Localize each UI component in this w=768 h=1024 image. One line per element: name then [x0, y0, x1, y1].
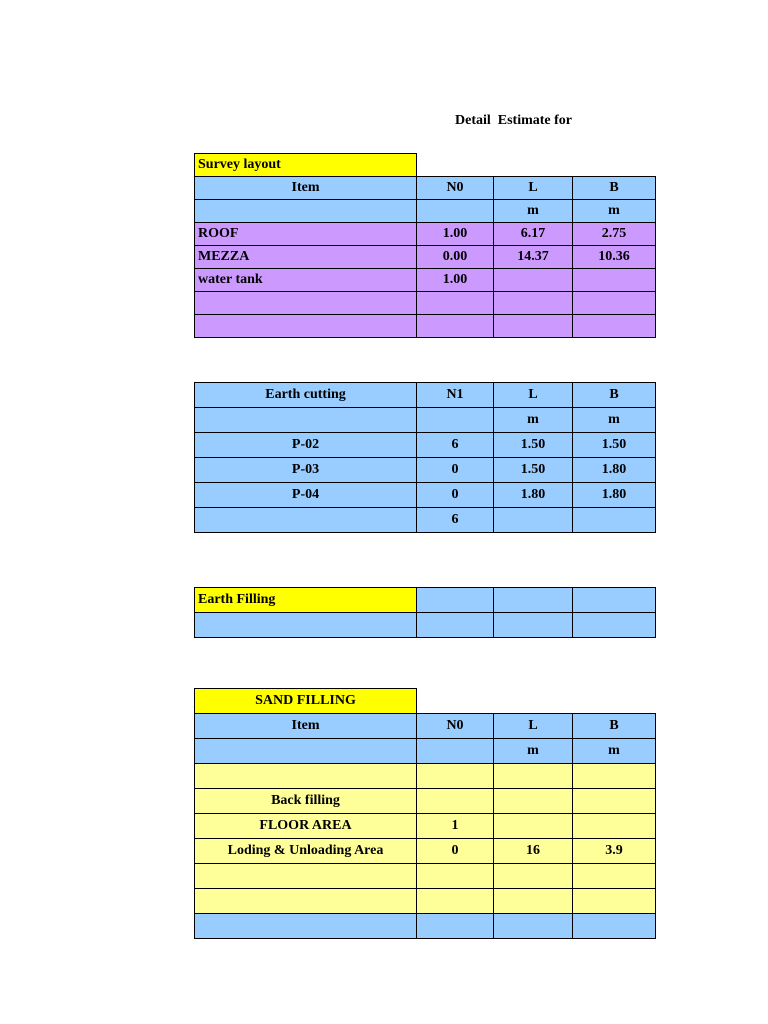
sand-filling-table — [194, 688, 656, 939]
table-row — [195, 889, 656, 914]
page-title: Detail Estimate for — [455, 113, 573, 128]
table-row — [195, 269, 656, 292]
cell[interactable]: 6 — [417, 433, 494, 458]
section-heading[interactable]: Survey layout — [195, 154, 417, 177]
cell[interactable] — [494, 864, 573, 889]
unit-cell[interactable]: m — [573, 200, 656, 223]
table-row — [195, 246, 656, 269]
cell[interactable] — [573, 613, 656, 638]
unit-cell[interactable]: m — [494, 200, 573, 223]
cell[interactable] — [494, 588, 573, 613]
unit-cell[interactable]: m — [573, 739, 656, 764]
units-row — [195, 200, 656, 223]
unit-cell[interactable] — [417, 408, 494, 433]
cell[interactable] — [573, 789, 656, 814]
table-row — [195, 814, 656, 839]
cell[interactable]: water tank — [195, 269, 417, 292]
cell[interactable] — [195, 613, 417, 638]
unit-cell[interactable] — [195, 739, 417, 764]
cell[interactable]: 2.75 — [573, 223, 656, 246]
cell[interactable] — [573, 814, 656, 839]
cell[interactable] — [573, 764, 656, 789]
unit-cell[interactable] — [195, 408, 417, 433]
cell[interactable]: ROOF — [195, 223, 417, 246]
unit-cell[interactable] — [417, 739, 494, 764]
cell[interactable] — [417, 292, 494, 315]
cell[interactable] — [195, 508, 417, 533]
header-cell[interactable]: L — [494, 714, 573, 739]
cell[interactable]: 1.80 — [573, 458, 656, 483]
cell[interactable] — [573, 315, 656, 338]
unit-cell[interactable]: m — [573, 408, 656, 433]
cell[interactable] — [573, 292, 656, 315]
cell[interactable]: P-02 — [195, 433, 417, 458]
table-row — [195, 839, 656, 864]
cell[interactable] — [573, 588, 656, 613]
cell[interactable] — [573, 889, 656, 914]
earth-filling-table — [194, 587, 656, 638]
section-heading[interactable]: SAND FILLING — [195, 689, 417, 714]
cell[interactable] — [417, 315, 494, 338]
cell[interactable] — [573, 914, 656, 939]
header-cell[interactable]: Item — [195, 714, 417, 739]
header-cell[interactable]: Item — [195, 177, 417, 200]
cell[interactable] — [494, 764, 573, 789]
cell[interactable]: 1.50 — [573, 433, 656, 458]
table-row — [195, 789, 656, 814]
cell[interactable]: 6.17 — [494, 223, 573, 246]
cell[interactable] — [494, 914, 573, 939]
table-row — [195, 223, 656, 246]
cell[interactable] — [494, 613, 573, 638]
units-row — [195, 408, 656, 433]
cell[interactable]: 3.9 — [573, 839, 656, 864]
cell[interactable] — [494, 508, 573, 533]
cell[interactable]: 6 — [417, 508, 494, 533]
header-cell[interactable]: L — [494, 177, 573, 200]
cell[interactable]: 16 — [494, 839, 573, 864]
cell[interactable]: 1.50 — [494, 433, 573, 458]
earth-cutting-table — [194, 382, 656, 533]
cell[interactable]: P-03 — [195, 458, 417, 483]
header-cell[interactable]: B — [573, 383, 656, 408]
cell[interactable]: 1.00 — [417, 269, 494, 292]
cell[interactable]: FLOOR AREA — [195, 814, 417, 839]
cell[interactable] — [494, 814, 573, 839]
header-cell[interactable]: N1 — [417, 383, 494, 408]
units-row — [195, 739, 656, 764]
table-row — [195, 689, 656, 714]
table-row — [195, 483, 656, 508]
survey-layout-table — [194, 153, 656, 338]
header-cell[interactable]: L — [494, 383, 573, 408]
table-row — [195, 315, 656, 338]
cell[interactable]: Back filling — [195, 789, 417, 814]
cell[interactable]: Loding & Unloading Area — [195, 839, 417, 864]
cell[interactable]: 0 — [417, 839, 494, 864]
cell[interactable]: 1.50 — [494, 458, 573, 483]
table-row — [195, 613, 656, 638]
table-row — [195, 508, 656, 533]
cell[interactable]: 1.00 — [417, 223, 494, 246]
cell[interactable]: 0.00 — [417, 246, 494, 269]
unit-cell[interactable]: m — [494, 408, 573, 433]
cell[interactable]: P-04 — [195, 483, 417, 508]
cell[interactable] — [494, 889, 573, 914]
unit-cell[interactable]: m — [494, 739, 573, 764]
header-cell[interactable]: B — [573, 177, 656, 200]
cell[interactable] — [573, 508, 656, 533]
cell[interactable] — [494, 315, 573, 338]
table-row — [195, 864, 656, 889]
cell[interactable] — [417, 864, 494, 889]
cell[interactable] — [417, 588, 494, 613]
table-row — [195, 914, 656, 939]
cell[interactable] — [195, 914, 417, 939]
cell[interactable]: 1.80 — [573, 483, 656, 508]
cell[interactable] — [417, 914, 494, 939]
section-heading[interactable]: Earth Filling — [195, 588, 417, 613]
table-row — [195, 588, 656, 613]
header-row — [195, 383, 656, 408]
cell[interactable] — [417, 789, 494, 814]
cell[interactable]: 0 — [417, 483, 494, 508]
cell[interactable] — [417, 613, 494, 638]
header-row — [195, 714, 656, 739]
cell[interactable] — [494, 292, 573, 315]
cell[interactable]: 1.80 — [494, 483, 573, 508]
table-row — [195, 292, 656, 315]
cell[interactable] — [573, 864, 656, 889]
cell[interactable] — [494, 789, 573, 814]
header-cell[interactable]: B — [573, 714, 656, 739]
table-row — [195, 154, 656, 177]
cell[interactable] — [195, 315, 417, 338]
table-row — [195, 764, 656, 789]
cell[interactable] — [573, 269, 656, 292]
unit-cell[interactable] — [417, 200, 494, 223]
header-cell[interactable]: N0 — [417, 177, 494, 200]
cell[interactable] — [417, 764, 494, 789]
cell[interactable] — [417, 889, 494, 914]
header-cell[interactable]: N0 — [417, 714, 494, 739]
table-row — [195, 433, 656, 458]
cell[interactable] — [195, 292, 417, 315]
cell[interactable] — [195, 889, 417, 914]
cell[interactable] — [494, 269, 573, 292]
cell[interactable]: 1 — [417, 814, 494, 839]
header-row — [195, 177, 656, 200]
cell[interactable]: 14.37 — [494, 246, 573, 269]
cell[interactable]: 0 — [417, 458, 494, 483]
unit-cell[interactable] — [195, 200, 417, 223]
header-cell[interactable]: Earth cutting — [195, 383, 417, 408]
cell[interactable] — [195, 764, 417, 789]
table-row — [195, 458, 656, 483]
cell[interactable]: MEZZA — [195, 246, 417, 269]
cell[interactable]: 10.36 — [573, 246, 656, 269]
cell[interactable] — [195, 864, 417, 889]
